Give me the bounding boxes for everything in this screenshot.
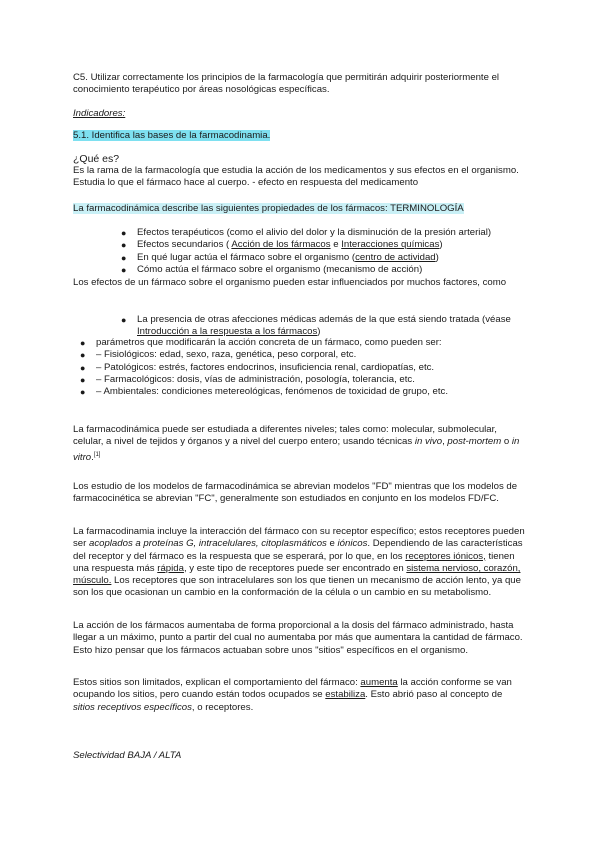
properties-title-text: La farmacodinámica describe las siguientes propiedades de los fármacos: TERMINOLOGÍA bbox=[73, 203, 464, 214]
question-heading: ¿Qué es? bbox=[73, 153, 120, 165]
indicator-5-1 bbox=[73, 130, 525, 142]
definition-text: Es la rama de la farmacología que estudia la acción de los medicamentos y sus efectos en el organismo. Estudia lo que el fármaco hace al cuerpo. - efecto en respuesta del medicamento bbox=[73, 165, 519, 189]
list-item: ● – Farmacológicos: dosis, vías de administración, posología, tolerancia, etc. bbox=[80, 373, 415, 385]
dose-paragraph: La acción de los fármacos aumentaba de forma proporcional a la dosis del fármaco administrado, hasta llegar a un máximo, punto a partir del cual no aumentaba por más que aumentara la cantidad de fármaco. Esto hizo pensar que los fármacos actuaban sobre unos "sitios" específicos en el organismo. bbox=[73, 620, 523, 656]
list-item: ● – Fisiológicos: edad, sexo, raza, genética, peso corporal, etc. bbox=[80, 349, 357, 361]
link-accion-farmacos[interactable]: Acción de los fármacos bbox=[231, 239, 331, 251]
levels-paragraph: La farmacodinámica puede ser estudiada a diferentes niveles; tales como: molecular, submolecular, celular, a nivel de tejidos y órganos y a nivel del cuerpo entero; usando técnicas in vivo, post-mortem o in vitro.[1] bbox=[73, 424, 520, 463]
bullet-icon: ● bbox=[80, 350, 86, 361]
factors-intro: Los efectos de un fármaco sobre el organismo pueden estar influenciados por muchos factores, como bbox=[73, 277, 507, 288]
bullet-icon: ● bbox=[121, 252, 127, 263]
list-item: ● La presencia de otras afecciones médicas además de la que está siendo tratada (véase Introducción a la respuesta a los fármacos) bbox=[121, 314, 511, 338]
properties-list bbox=[121, 227, 537, 276]
bullet-icon: ● bbox=[80, 338, 86, 348]
bullet-icon: ● bbox=[121, 315, 127, 325]
list-item: ● parámetros que modificarán la acción concreta de un fármaco, como pueden ser: bbox=[80, 337, 442, 348]
objective-text: C5. Utilizar correctamente los principios de la farmacología que permitirán adquirir posteriormente el conocimiento terapéutico por áreas nosológicas específicas. bbox=[73, 72, 500, 96]
selectivity-text: Selectividad BAJA / ALTA bbox=[73, 750, 182, 761]
sites-paragraph: Estos sitios son limitados, explican el comportamiento del fármaco: aumenta la acción conforme se van ocupando los sitios, pero cuando están todos ocupados se estabiliza. Esto abrió paso al concepto de sitios receptivos específicos, o receptores. bbox=[73, 677, 512, 713]
list-item: ● – Ambientales: condiciones metereológicas, fenómenos de toxicidad de grupo, etc. bbox=[80, 386, 448, 398]
list-item: ● – Patológicos: estrés, factores endocrinos, insuficiencia renal, cardiopatías, etc. bbox=[80, 361, 435, 373]
link-interacciones-quimicas[interactable]: Interacciones químicas bbox=[341, 239, 440, 251]
list-item: ● En qué lugar actúa el fármaco sobre el organismo (centro de actividad) bbox=[121, 251, 439, 263]
bullet-icon: ● bbox=[121, 240, 127, 251]
properties-title bbox=[73, 203, 525, 215]
footnote-ref[interactable]: [1] bbox=[93, 451, 101, 458]
indicator-5-1-text: 5.1. Identifica las bases de la farmacodinamia. bbox=[73, 130, 271, 141]
selectivity-heading bbox=[73, 750, 525, 762]
indicators-label: Indicadores: bbox=[73, 108, 126, 119]
factors-list-a bbox=[121, 314, 517, 339]
factors-list-b bbox=[80, 337, 516, 398]
link-intro-respuesta[interactable]: Introducción a la respuesta a los fármacos bbox=[137, 326, 318, 338]
list-item: ● Efectos terapéuticos (como el alivio del dolor y la disminución de la presión arterial) bbox=[121, 227, 492, 238]
indicators-heading bbox=[73, 108, 525, 120]
bullet-icon: ● bbox=[121, 264, 127, 275]
models-paragraph: Los estudio de los modelos de farmacodinámica se abrevian modelos "FD" mientras que los modelos de farmacocinética se abrevian "FC", generalmente son estudiados en conjunto en los modelos FD/FC. bbox=[73, 481, 518, 505]
list-item: ● Efectos secundarios ( Acción de los fármacos e Interacciones químicas) bbox=[121, 239, 443, 251]
receptor-paragraph: La farmacodinamia incluye la interacción del fármaco con su receptor específico; estos receptores pueden ser acoplados a proteínas G, intracelulares, citoplasmáticos e iónicos. Dependiendo de las características del receptor y del fármaco es la respuesta que se esperará, por lo que, en los receptores iónicos, tienen una respuesta más rápida, y este tipo de receptores puede ser encontrado en sistema nervioso, corazón, músculo. Los receptores que son intracelulares son los que tienen un mecanismo de acción lento, ya que son los que ocasionan un cambio en la conformación de la célula o un cambio en su metabolismo. bbox=[73, 526, 525, 599]
bullet-icon: ● bbox=[80, 374, 86, 385]
link-centro-actividad[interactable]: centro de actividad bbox=[355, 251, 436, 263]
bullet-icon: ● bbox=[121, 228, 127, 238]
list-item: ● Cómo actúa el fármaco sobre el organismo (mecanismo de acción) bbox=[121, 263, 423, 275]
bullet-icon: ● bbox=[80, 387, 86, 398]
bullet-icon: ● bbox=[80, 362, 86, 373]
